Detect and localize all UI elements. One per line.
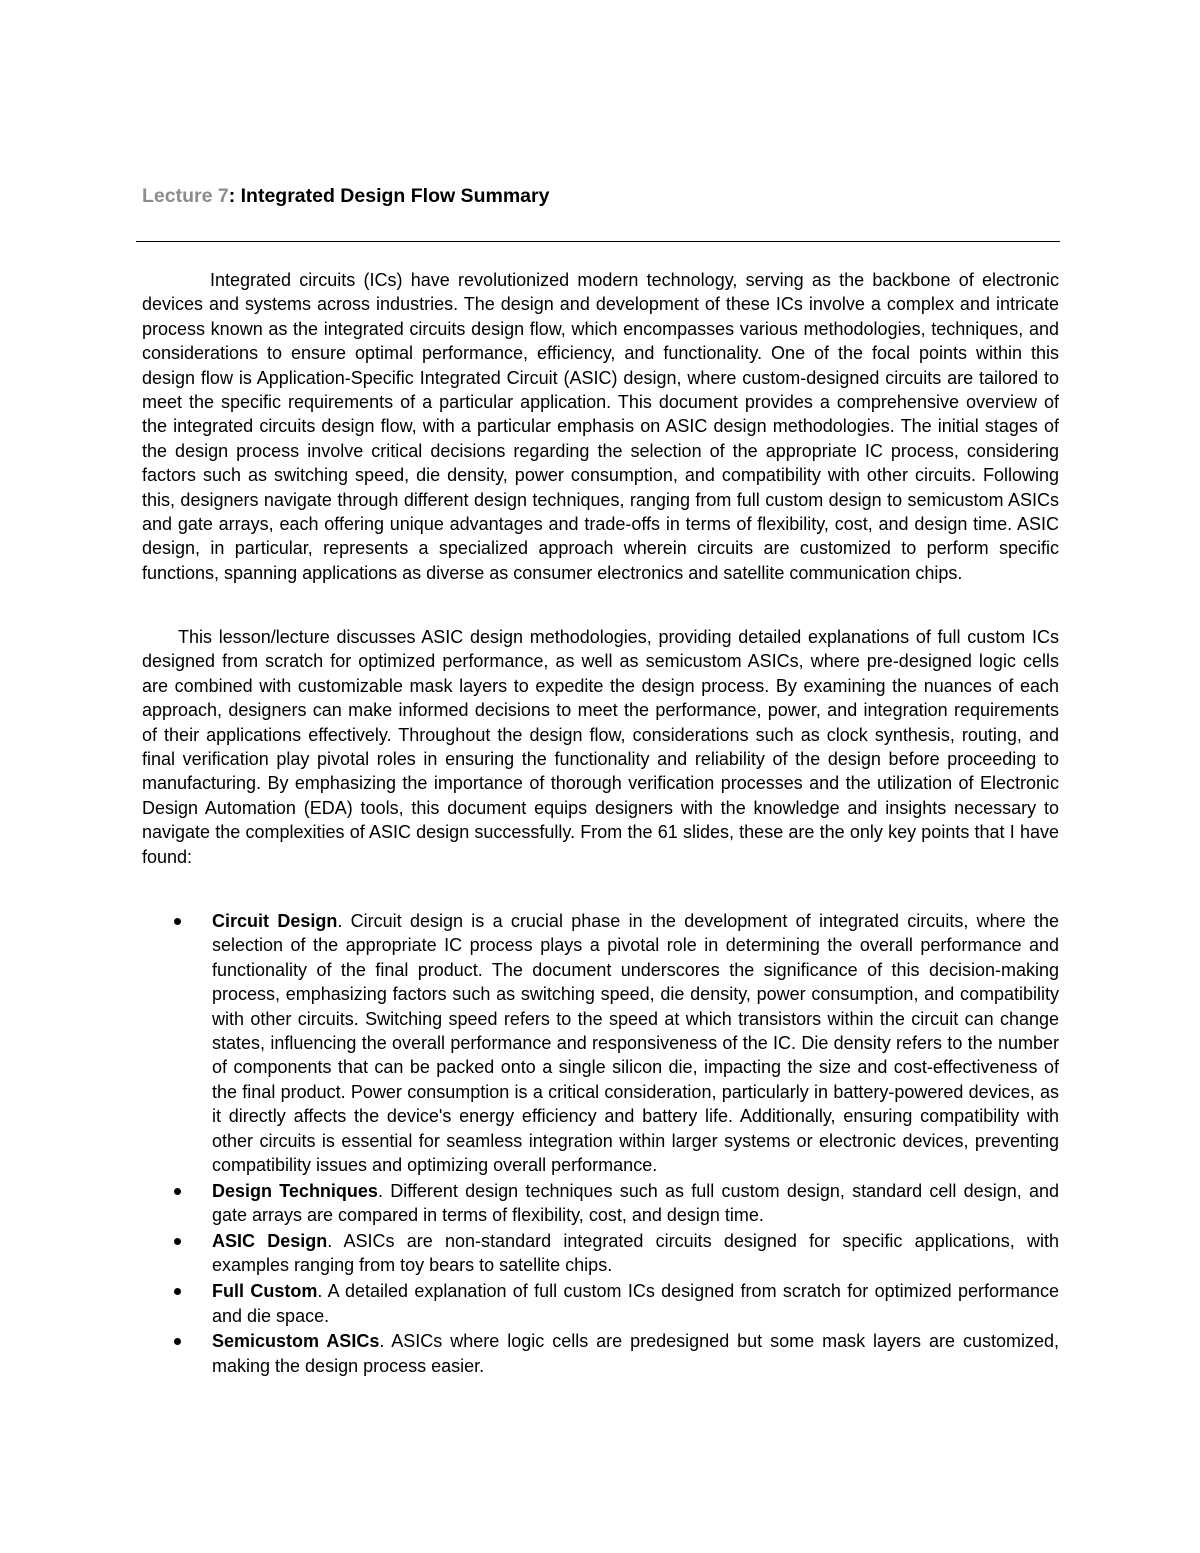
bullet-icon <box>174 1238 181 1245</box>
key-point-text: . A detailed explanation of full custom ICs designed from scratch for optimized performance and die space. <box>212 1281 1059 1326</box>
intro-paragraph: Integrated circuits (ICs) have revolutionized modern technology, serving as the backbone of electronic devices and systems across industries. The design and development of these ICs involve a complex and intricate process known as the integrated circuits design flow, which encompasses various methodologies, techniques, and considerations to ensure optimal performance, efficiency, and functionality. One of the focal points within this design flow is Application-Specific Integrated Circuit (ASIC) design, where custom-designed circuits are tailored to meet the specific requirements of a particular application. This document provides a comprehensive overview of the integrated circuits design flow, with a particular emphasis on ASIC design methodologies. The initial stages of the design process involve critical decisions regarding the selection of the appropriate IC process, considering factors such as switching speed, die density, power consumption, and compatibility with other circuits. Following this, designers navigate through different design techniques, ranging from full custom design to semicustom ASICs and gate arrays, each offering unique advantages and trade-offs in terms of flexibility, cost, and design time. ASIC design, in particular, represents a specialized approach wherein circuits are customized to perform specific functions, spanning applications as diverse as consumer electronics and satellite communication chips. <box>142 270 1059 583</box>
key-point-text: . Different design techniques such as full custom design, standard cell design, and gate arrays are compared in terms of flexibility, cost, and design time. <box>212 1180 1059 1226</box>
key-point-heading: Semicustom ASICs <box>212 1331 380 1352</box>
bullet-icon <box>174 1288 181 1295</box>
key-point-item <box>142 1229 1059 1278</box>
key-point-text: . ASICs where logic cells are predesigned but some mask layers are customized, making the design process easier. <box>212 1331 1060 1376</box>
title-separator: : <box>228 185 241 207</box>
key-points-list <box>142 909 1059 1380</box>
document-title <box>142 182 1059 210</box>
key-point-heading: Full Custom <box>212 1281 318 1302</box>
title-divider <box>136 241 1060 242</box>
lesson-paragraph: This lesson/lecture discusses ASIC design methodologies, providing detailed explanations of full custom ICs designed from scratch for optimized performance, as well as semicustom ASICs, where pre-designed logic cells are combined with customizable mask layers to expedite the design process. By examining the nuances of each approach, designers can make informed decisions to meet the performance, power, and integration requirements of their applications effectively. Throughout the design flow, considerations such as clock synthesis, routing, and final verification play pivotal roles in ensuring the functionality and reliability of the design before proceeding to manufacturing. By emphasizing the importance of thorough verification processes and the utilization of Electronic Design Automation (EDA) tools, this document equips designers with the knowledge and insights necessary to navigate the complexities of ASIC design successfully. From the 61 slides, these are the only key points that I have found: <box>142 627 1059 867</box>
key-point-item <box>142 909 1059 1177</box>
bullet-icon <box>174 1338 181 1345</box>
key-point-item <box>142 1329 1059 1378</box>
key-point-heading: Circuit Design <box>212 911 338 931</box>
key-point-item <box>142 1179 1059 1228</box>
key-point-heading: Design Techniques <box>212 1180 378 1201</box>
key-point-heading: ASIC Design <box>212 1231 328 1252</box>
bullet-icon <box>174 918 181 925</box>
lecture-number-label: Lecture 7 <box>142 185 229 207</box>
key-point-item <box>142 1279 1059 1328</box>
bullet-icon <box>174 1188 181 1195</box>
document-page <box>142 182 1060 1376</box>
key-point-text: . ASICs are non-standard integrated circuits designed for specific applications, with examples ranging from toy bears to satellite chips. <box>212 1231 1059 1276</box>
key-point-text: . Circuit design is a crucial phase in the development of integrated circuits, where the selection of the appropriate IC process plays a pivotal role in determining the overall performance and functionality of the final product. The document underscores the significance of this decision-making process, emphasizing factors such as switching speed, die density, power consumption, and compatibility with other circuits. Switching speed refers to the speed at which transistors within the circuit can change states, influencing the overall performance and responsiveness of the IC. Die density refers to the number of components that can be packed onto a single silicon die, impacting the size and cost-effectiveness of the final product. Power consumption is a critical consideration, particularly in battery-powered devices, as it directly affects the device's energy efficiency and battery life. Additionally, ensuring compatibility with other circuits is essential for seamless integration within larger systems or electronic devices, preventing compatibility issues and optimizing overall performance. <box>212 911 1059 1176</box>
title-text: Integrated Design Flow Summary <box>240 185 550 207</box>
